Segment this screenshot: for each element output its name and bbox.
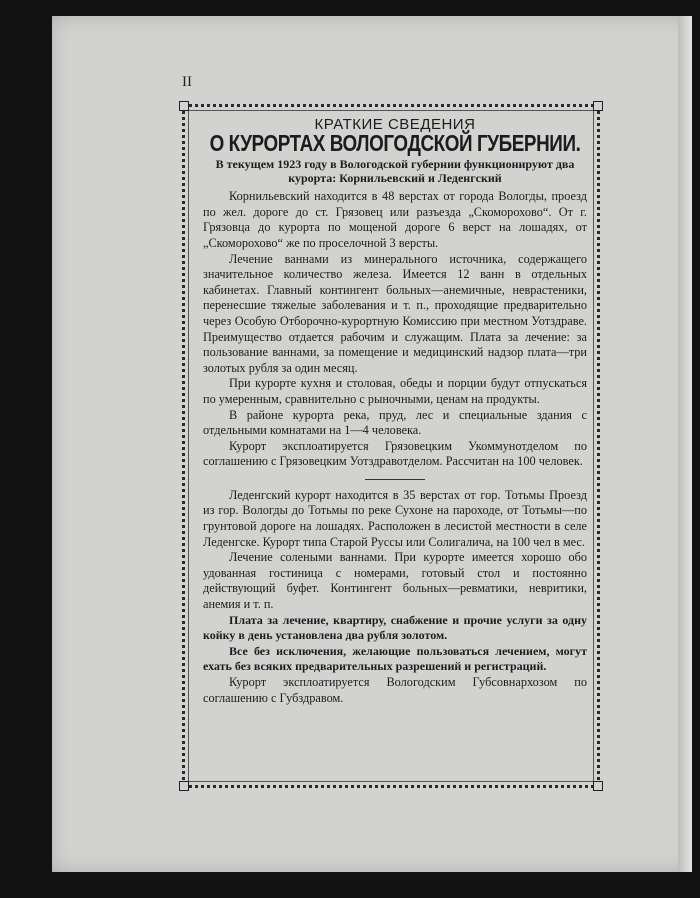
paragraph: Лечение солеными ваннами. При курорте имеется хорошо обо удованная гостиница с номерами, готовый стол и постоянно действующий буфет. Контингент больных—ревматики, невритики, анемия и т. п. <box>203 550 587 612</box>
paragraph: Корнильевский находится в 48 верстах от города Вологды, проезд по жел. дороге до ст. Грязовец или разъезда „Скоморохово“. От г. Грязовца до курорта по мощеной дороге 6 верст на лошадях, от „Скоморохово“ же по проселочной 3 версты. <box>203 189 587 250</box>
paragraph: Курорт эксплоатируется Грязовецким Укоммунотделом по соглашению с Грязовецким Уотздравотделом. Рассчитан на 100 человек. <box>203 438 587 469</box>
frame-corner-ornament <box>593 781 603 791</box>
article-frame <box>182 104 600 788</box>
article-kicker: КРАТКИЕ СВЕДЕНИЯ <box>314 116 476 133</box>
paragraph: Лечение ваннами из минерального источника, содержащего значительное количество железа. Имеется 12 ванн в отдельных кабинетах. Главный контингент больных—анемичные, неврастеники, перенесшие тяжелые заболевания и т. п., проходящие предварительно через Особую Отборочно-курортную Комиссию при местном Уотздраве. Преимущество отдается рабочим и служащим. Плата за лечение: за пользование ваннами, за помещение и медицинский надзор плата—три золотых рубля за один месяц. <box>203 251 587 375</box>
document-page <box>52 16 692 872</box>
section-divider <box>365 479 425 480</box>
paragraph: При курорте кухня и столовая, обеды и порции будут отпускаться по умеренным, сравнительно с рыночными, ценам на продукты. <box>203 376 587 406</box>
frame-corner-ornament <box>593 101 603 111</box>
page-edge <box>678 16 692 872</box>
frame-corner-ornament <box>179 101 189 111</box>
page-number: II <box>182 74 192 90</box>
paragraph-bold: Плата за лечение, квартиру, снабжение и прочие услуги за одну койку в день установлена два рубля золотом. <box>203 612 587 643</box>
paragraph: В районе курорта река, пруд, лес и специальные здания с отдельными комнатами на 1—4 человека. <box>203 407 587 438</box>
article-content <box>203 117 587 706</box>
frame-corner-ornament <box>179 781 189 791</box>
article-lead: В текущем 1923 году в Вологодской губернии функционируют два курорта: Корнильевский и Леденгский <box>215 157 575 186</box>
closing-paragraph: Курорт эксплоатируется Вологодским Губсовнархозом по соглашению с Губздравом. <box>203 675 587 705</box>
paragraph-bold: Все без исключения, желающие пользоваться лечением, могут ехать без всяких предварительных разрешений и регистраций. <box>203 643 587 674</box>
article-headline: О КУРОРТАХ ВОЛОГОДСКОЙ ГУБЕРНИИ. <box>209 129 581 156</box>
paragraph: Леденгский курорт находится в 35 верстах от гор. Тотьмы Проезд из гор. Вологды до Тотьмы по реке Сухоне на пароходе, от Тотьмы—по грунтовой дороге на лошадях. Расположен в лесистой местности в селе Леденгске. Курорт типа Старой Руссы или Солигалича, на 100 чел в мес. <box>203 487 587 549</box>
